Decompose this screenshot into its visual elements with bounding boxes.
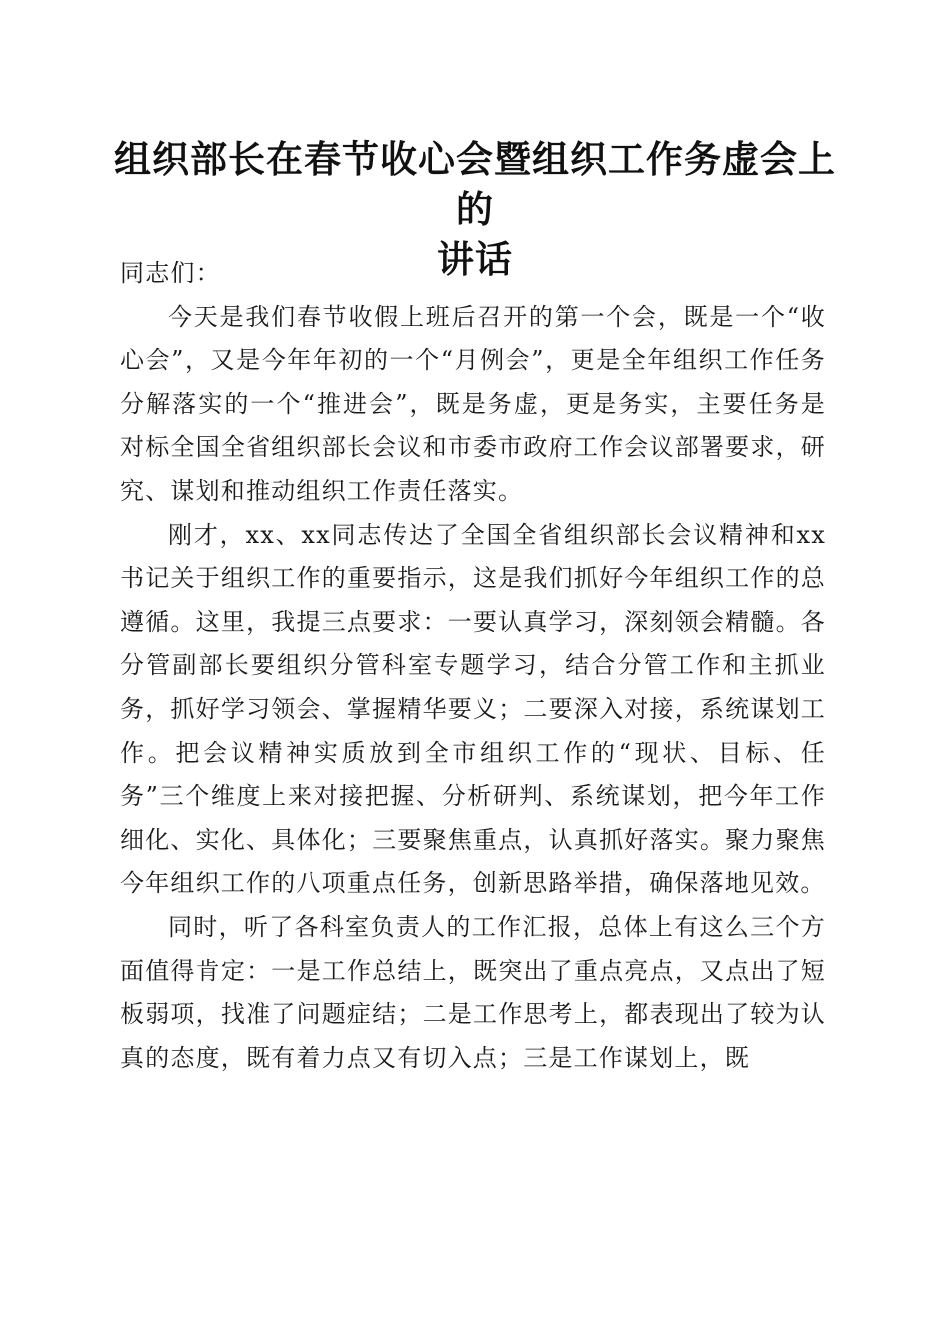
document-body [120,252,826,1080]
paragraph-1: 今天是我们春节收假上班后召开的第一个会，既是一个“收心会”，又是今年年初的一个“月例会”，更是全年组织工作任务分解落实的一个“推进会”，既是务虚，更是务实，主要任务是对标全国全省组织部长会议和市委市政府工作会议部署要求，研究、谋划和推动组织工作责任落实。 [120,302,826,505]
paragraph-2: 刚才，xx、xx同志传达了全国全省组织部长会议精神和xx书记关于组织工作的重要指示，这是我们抓好今年组织工作的总遵循。这里，我提三点要求：一要认真学习，深刻领会精髓。各分管副部长要组织分管科室专题学习，结合分管工作和主抓业务，抓好学习领会、掌握精华要义；二要深入对接，系统谋划工作。把会议精神实质放到全市组织工作的“现状、目标、任务”三个维度上来对接把握、分析研判、系统谋划，把今年工作细化、实化、具体化；三要聚焦重点，认真抓好落实。聚力聚焦今年组织工作的八项重点任务，创新思路举措，确保落地见效。 [120,520,826,898]
title-line-2: 讲话 [437,237,513,281]
paragraph-3: 同时，听了各科室负责人的工作汇报，总体上有这么三个方面值得肯定：一是工作总结上，既突出了重点亮点，又点出了短板弱项，找准了问题症结；二是工作思考上，都表现出了较为认真的态度，既有着力点又有切入点；三是工作谋划上，既 [120,912,826,1072]
title-line-1: 组织部长在春节收心会暨组织工作务虚会上的 [114,137,836,231]
salutation: 同志们： [120,259,221,287]
